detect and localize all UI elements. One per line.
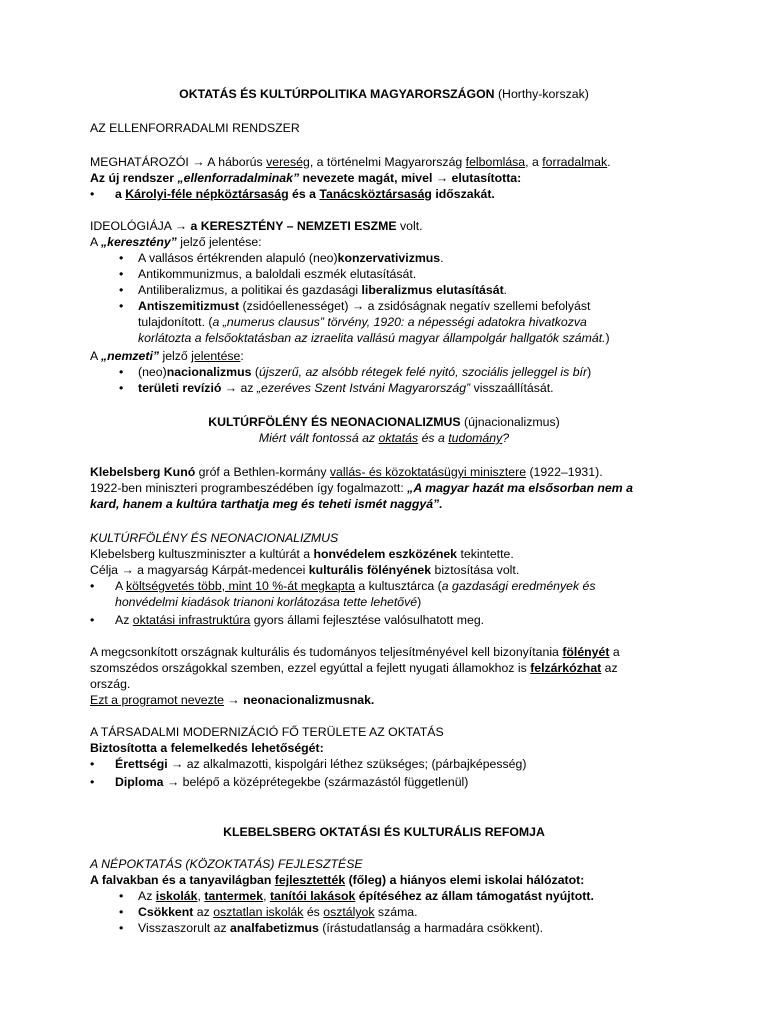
paragraph-ideologiaja: IDEOLÓGIÁJA → a KERESZTÉNY – NEMZETI ESZME volt.	[90, 219, 423, 233]
list-item: Diploma → belépő a középrétegekbe (származástól függetlenül)	[115, 775, 469, 789]
section-heading-kulturfoleny: KULTÚRFÖLÉNY ÉS NEONACIONALIZMUS (újnacionalizmus)	[208, 415, 560, 429]
bullet-icon: •	[119, 251, 124, 265]
title-main: OKTATÁS ÉS KULTÚRPOLITIKA MAGYARORSZÁGON	[179, 87, 495, 101]
subheading-kulturfoleny: KULTÚRFÖLÉNY ÉS NEONACIONALIZMUS	[90, 531, 339, 545]
arrow-icon: →	[174, 219, 188, 233]
arrow-icon: →	[121, 563, 134, 577]
document-title	[0, 86, 768, 102]
list-item-continuation: honvédelmi kiadások trianoni korlátozása tette lehetővé)	[115, 595, 422, 609]
paragraph-programbeszed: 1922-ben miniszteri programbeszédében így fogalmazott: „A magyar hazát ma elsősorban nem a	[90, 481, 633, 495]
arrow-icon: →	[171, 757, 184, 771]
list-item-continuation: tulajdonított. (a „numerus clausus” törvény, 1920: a népességi adatokra hivatkozva	[138, 315, 587, 329]
bullet-icon: •	[90, 775, 95, 789]
section-question: Miért vált fontossá az oktatás és a tudomány?	[258, 431, 510, 445]
list-item: Antiszemitizmust (zsidóellenességet) → a zsidóságnak negatív szellemi befolyást	[138, 299, 591, 313]
subheading-nepoktatas: A NÉPOKTATÁS (KÖZOKTATÁS) FEJLESZTÉSE	[90, 857, 363, 871]
list-item: területi revízió → az „ezeréves Szent Istváni Magyarország” visszaállítását.	[138, 381, 554, 395]
list-item: A költségvetés több, mint 10 %-át megkapta a kultusztárca (a gazdasági eredmények és	[115, 579, 596, 593]
list-item: a Károlyi-féle népköztársaság és a Tanácsköztársaság időszakát.	[115, 187, 495, 201]
paragraph-uj-rendszer: Az új rendszer „ellenforradalminak” nevezete magát, mivel → elutasította:	[90, 171, 522, 185]
paragraph-quote-end: kard, hanem a kultúra tarthatja meg és teheti ismét naggyá”.	[90, 497, 443, 511]
bullet-icon: •	[90, 757, 95, 771]
list-item: Visszaszorult az analfabetizmus (írástudatlanság a harmadára csökkent).	[138, 921, 544, 935]
bullet-icon: •	[119, 283, 124, 297]
section-heading-ellenforradalmi: AZ ELLENFORRADALMI RENDSZER	[90, 121, 300, 135]
list-item: Antiliberalizmus, a politikai és gazdasági liberalizmus elutasítását.	[138, 283, 508, 297]
arrow-icon: →	[227, 693, 240, 707]
bullet-icon: •	[119, 365, 124, 379]
paragraph-neonacionalizmus: Ezt a programot nevezte → neonacionalizmusnak.	[90, 693, 375, 707]
list-item: (neo)nacionalizmus (újszerű, az alsóbb rétegek felé nyitó, szociális jelleggel is bír)	[138, 365, 592, 379]
list-item: Az oktatási infrastruktúra gyors állami fejlesztése valósulhatott meg.	[115, 613, 485, 627]
list-item: Antikommunizmus, a baloldali eszmék elutasítását.	[138, 267, 417, 281]
title-sub: (Horthy-korszak)	[494, 87, 589, 101]
section-heading-modernizacio: A TÁRSADALMI MODERNIZÁCIÓ FŐ TERÜLETE AZ OKTATÁS	[90, 725, 444, 739]
paragraph-kultuszminiszter: Klebelsberg kultuszminiszter a kultúrát a honvédelem eszközének tekintette.	[90, 547, 514, 561]
paragraph-kereszteny-jelentese: A „keresztény” jelző jelentése:	[90, 235, 262, 249]
list-item: A vallásos értékrenden alapuló (neo)konzervativizmus.	[138, 251, 444, 265]
bullet-icon: •	[119, 889, 124, 903]
bullet-icon: •	[90, 187, 95, 201]
bullet-icon: •	[119, 921, 124, 935]
list-item: Az iskolák, tantermek, tanítói lakások építéséhez az állam támogatást nyújtott.	[138, 889, 594, 903]
list-item: Érettségi → az alkalmazotti, kispolgári léthez szükséges; (párbajképesség)	[115, 757, 527, 771]
paragraph-celja: Célja → a magyarság Kárpát-medencei kulturális fölényének biztosítása volt.	[90, 563, 520, 577]
arrow-icon: →	[224, 381, 238, 395]
paragraph-biztositotta: Biztosította a felemelkedés lehetőségét:	[90, 741, 324, 755]
arrow-icon: →	[192, 155, 205, 169]
paragraph-falvakban: A falvakban és a tanyavilágban fejlesztették (főleg) a hiányos elemi iskolai hálózatot:	[90, 873, 585, 887]
bullet-icon: •	[119, 905, 124, 919]
arrow-icon: →	[435, 171, 449, 185]
bullet-icon: •	[90, 613, 95, 627]
bullet-icon: •	[119, 267, 124, 281]
paragraph-meghatarozoi: MEGHATÁROZÓI → A háborús vereség, a történelmi Magyarország felbomlása, a forradalmak.	[90, 155, 611, 169]
paragraph-szomszedos: szomszédos országokkal szemben, ezzel egyúttal a fejlett nyugati államokhoz is felzárkózhat az	[90, 661, 618, 675]
paragraph-megcsonkitott: A megcsonkított országnak kulturális és tudományos teljesítményével kell bizonyítania fölényét a	[90, 645, 620, 659]
bullet-icon: •	[119, 299, 124, 313]
section-heading-reform: KLEBELSBERG OKTATÁSI ÉS KULTURÁLIS REFOMJA	[223, 825, 545, 839]
arrow-icon: →	[351, 299, 365, 313]
bullet-icon: •	[119, 381, 124, 395]
paragraph-orszag: ország.	[90, 677, 131, 691]
paragraph-nemzeti-jelentese: A „nemzeti” jelző jelentése:	[90, 349, 244, 363]
list-item: Csökkent az osztatlan iskolák és osztályok száma.	[138, 905, 418, 919]
paragraph-klebelsberg: Klebelsberg Kunó gróf a Bethlen-kormány vallás- és közoktatásügyi minisztere (1922–1931).	[90, 465, 603, 479]
arrow-icon: →	[166, 775, 180, 789]
bullet-icon: •	[90, 579, 95, 593]
list-item-continuation: korlátozta a felsőoktatásban az izraelita vallású magyar állampolgár hallgatók számát.)	[138, 331, 610, 345]
